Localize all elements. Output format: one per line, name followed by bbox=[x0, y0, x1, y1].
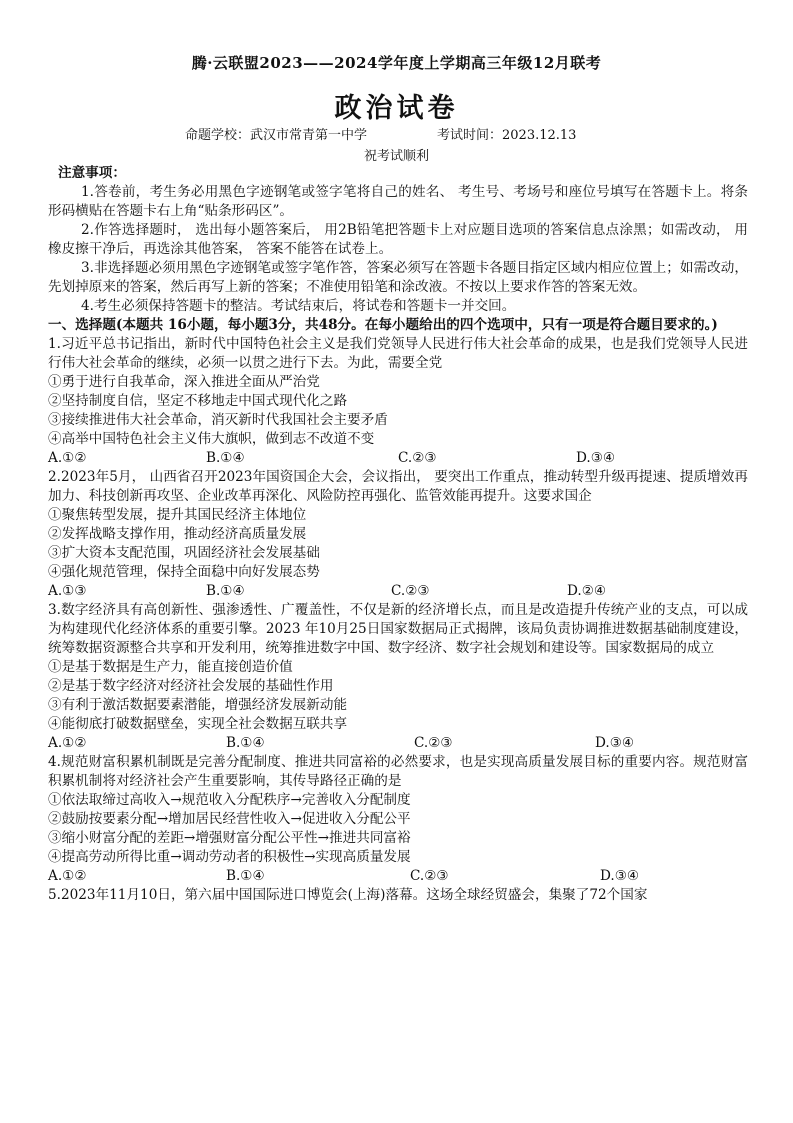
answer-choices bbox=[48, 582, 748, 601]
choice-d: D.③④ bbox=[600, 868, 640, 884]
choice-b: B.①④ bbox=[226, 868, 265, 884]
good-luck-text: 祝考试顺利 bbox=[363, 149, 429, 164]
answer-choices bbox=[48, 734, 748, 753]
exam-meta bbox=[185, 124, 576, 143]
question-4 bbox=[48, 753, 748, 886]
question-statement: ④能彻底打破数据壁垒，实现全社会数据互联共享 bbox=[48, 716, 348, 732]
school-text: 命题学校：武汉市常青第一中学 bbox=[185, 128, 368, 143]
notes-title: 注意事项： bbox=[58, 165, 126, 181]
question-statement: ③有利于激活数据要素潜能，增强经济发展新动能 bbox=[48, 697, 348, 713]
question-statement: ①依法取缔过高收入→规范收入分配秩序→完善收入分配制度 bbox=[48, 792, 411, 808]
question-statement: ①勇于进行自我革命，深入推进全面从严治党 bbox=[48, 374, 320, 390]
choice-c: C.②③ bbox=[410, 868, 449, 884]
choice-b: B.①④ bbox=[206, 583, 245, 599]
choice-d: D.③④ bbox=[595, 735, 635, 751]
exam-content bbox=[48, 164, 748, 905]
question-statement: ②坚持制度自信，坚定不移地走中国式现代化之路 bbox=[48, 393, 348, 409]
question-2 bbox=[48, 468, 748, 601]
question-statement: ③缩小财富分配的差距→增强财富分配公平性→推进共同富裕 bbox=[48, 830, 411, 846]
question-statement: ②是基于数字经济对经济社会发展的基础性作用 bbox=[48, 678, 334, 694]
question-statement: ③接续推进伟大社会革命，消灭新时代我国社会主要矛盾 bbox=[48, 412, 388, 428]
question-stem: 2.2023年5月， 山西省召开2023年国资国企大会，会议指出， 要突出工作重点，推动转型升级再提速、提质增效再加力、科技创新再攻坚、企业改革再深化、风险防控再强化、监管效能再提升。这要求国企 bbox=[48, 469, 748, 504]
exam-header: 腾·云联盟2023——2024学年度上学期高三年级12月联考 bbox=[191, 54, 602, 72]
exam-time-text: 考试时间：2023.12.13 bbox=[437, 128, 577, 143]
question-statement: ③扩大资本支配范围，巩固经济社会发展基础 bbox=[48, 545, 320, 561]
question-stem: 3.数字经济具有高创新性、强渗透性、广覆盖性，不仅是新的经济增长点，而且是改造提升传统产业的支点，可以成为构建现代化经济体系的重要引擎。2023 年10月25日国家数据局正式揭牌，该局负责协调推进数据基础制度建设，统筹数据资源整合共享和开发利用，统筹推进数字中国、数字经济、数字社会规划和建设等。国家数据局的成立 bbox=[48, 602, 748, 656]
answer-choices bbox=[48, 867, 748, 886]
choice-c: C.②③ bbox=[398, 450, 437, 466]
note-item: 3.非选择题必须用黑色字迹钢笔或签字笔作答，答案必须写在答题卡各题目指定区域内相应位置上；如需改动，先划掉原来的答案，然后再写上新的答案；不准使用铅笔和涂改液。不按以上要求作答的答案无效。 bbox=[48, 260, 748, 295]
choice-d: D.③④ bbox=[576, 450, 616, 466]
choice-d: D.②④ bbox=[567, 583, 607, 599]
choice-a: A.①③ bbox=[48, 583, 87, 599]
note-item: 2.作答选择题时， 选出每小题答案后， 用2B铅笔把答题卡上对应题目选项的答案信息点涂黑；如需改动， 用橡皮擦干净后，再选涂其他答案， 答案不能答在试卷上。 bbox=[48, 222, 748, 257]
choice-a: A.①② bbox=[48, 450, 87, 466]
question-3 bbox=[48, 601, 748, 753]
note-item: 4.考生必须保持答题卡的整洁。考试结束后，将试卷和答题卡一并交回。 bbox=[81, 298, 516, 314]
question-statement: ④提高劳动所得比重→调动劳动者的积极性→实现高质量发展 bbox=[48, 849, 411, 865]
choice-a: A.①② bbox=[48, 735, 87, 751]
question-statement: ②鼓励按要素分配→增加居民经营性收入→促进收入分配公平 bbox=[48, 811, 411, 827]
page-title: 政治试卷 bbox=[334, 93, 459, 124]
question-statement: ④强化规范管理，保持全面稳中向好发展态势 bbox=[48, 564, 320, 580]
section-heading: 一、选择题(本题共 16小题，每小题3分，共48分。在每小题给出的四个选项中，只有一项是符合题目要求的。) bbox=[48, 317, 718, 333]
question-stem: 5.2023年11月10日，第六届中国国际进口博览会(上海)落幕。这场全球经贸盛会，集聚了72个国家 bbox=[48, 887, 648, 903]
question-5 bbox=[48, 886, 748, 905]
choice-a: A.①② bbox=[48, 868, 87, 884]
question-stem: 1.习近平总书记指出，新时代中国特色社会主义是我们党领导人民进行伟大社会革命的成果，也是我们党领导人民进行伟大社会革命的继续，必须一以贯之进行下去。为此，需要全党 bbox=[48, 336, 748, 371]
answer-choices bbox=[48, 449, 748, 468]
question-statement: ②发挥战略支撑作用，推动经济高质量发展 bbox=[48, 526, 307, 542]
note-item: 1.答卷前，考生务必用黑色字迹钢笔或签字笔将自己的姓名、 考生号、考场号和座位号填写在答题卡上。将条形码横贴在答题卡右上角“贴条形码区”。 bbox=[48, 184, 748, 219]
choice-b: B.①④ bbox=[206, 450, 245, 466]
question-1 bbox=[48, 335, 748, 468]
choice-b: B.①④ bbox=[226, 735, 265, 751]
choice-c: C.②③ bbox=[414, 735, 453, 751]
question-stem: 4.规范财富积累机制既是完善分配制度、推进共同富裕的必然要求，也是实现高质量发展目标的重要内容。规范财富积累机制将对经济社会产生重要影响，其传导路径正确的是 bbox=[48, 754, 748, 789]
question-statement: ④高举中国特色社会主义伟大旗帜，做到志不改道不变 bbox=[48, 431, 375, 447]
choice-c: C.②③ bbox=[391, 583, 430, 599]
question-statement: ①是基于数据是生产力，能直接创造价值 bbox=[48, 659, 293, 675]
question-statement: ①聚焦转型发展，提升其国民经济主体地位 bbox=[48, 507, 307, 523]
